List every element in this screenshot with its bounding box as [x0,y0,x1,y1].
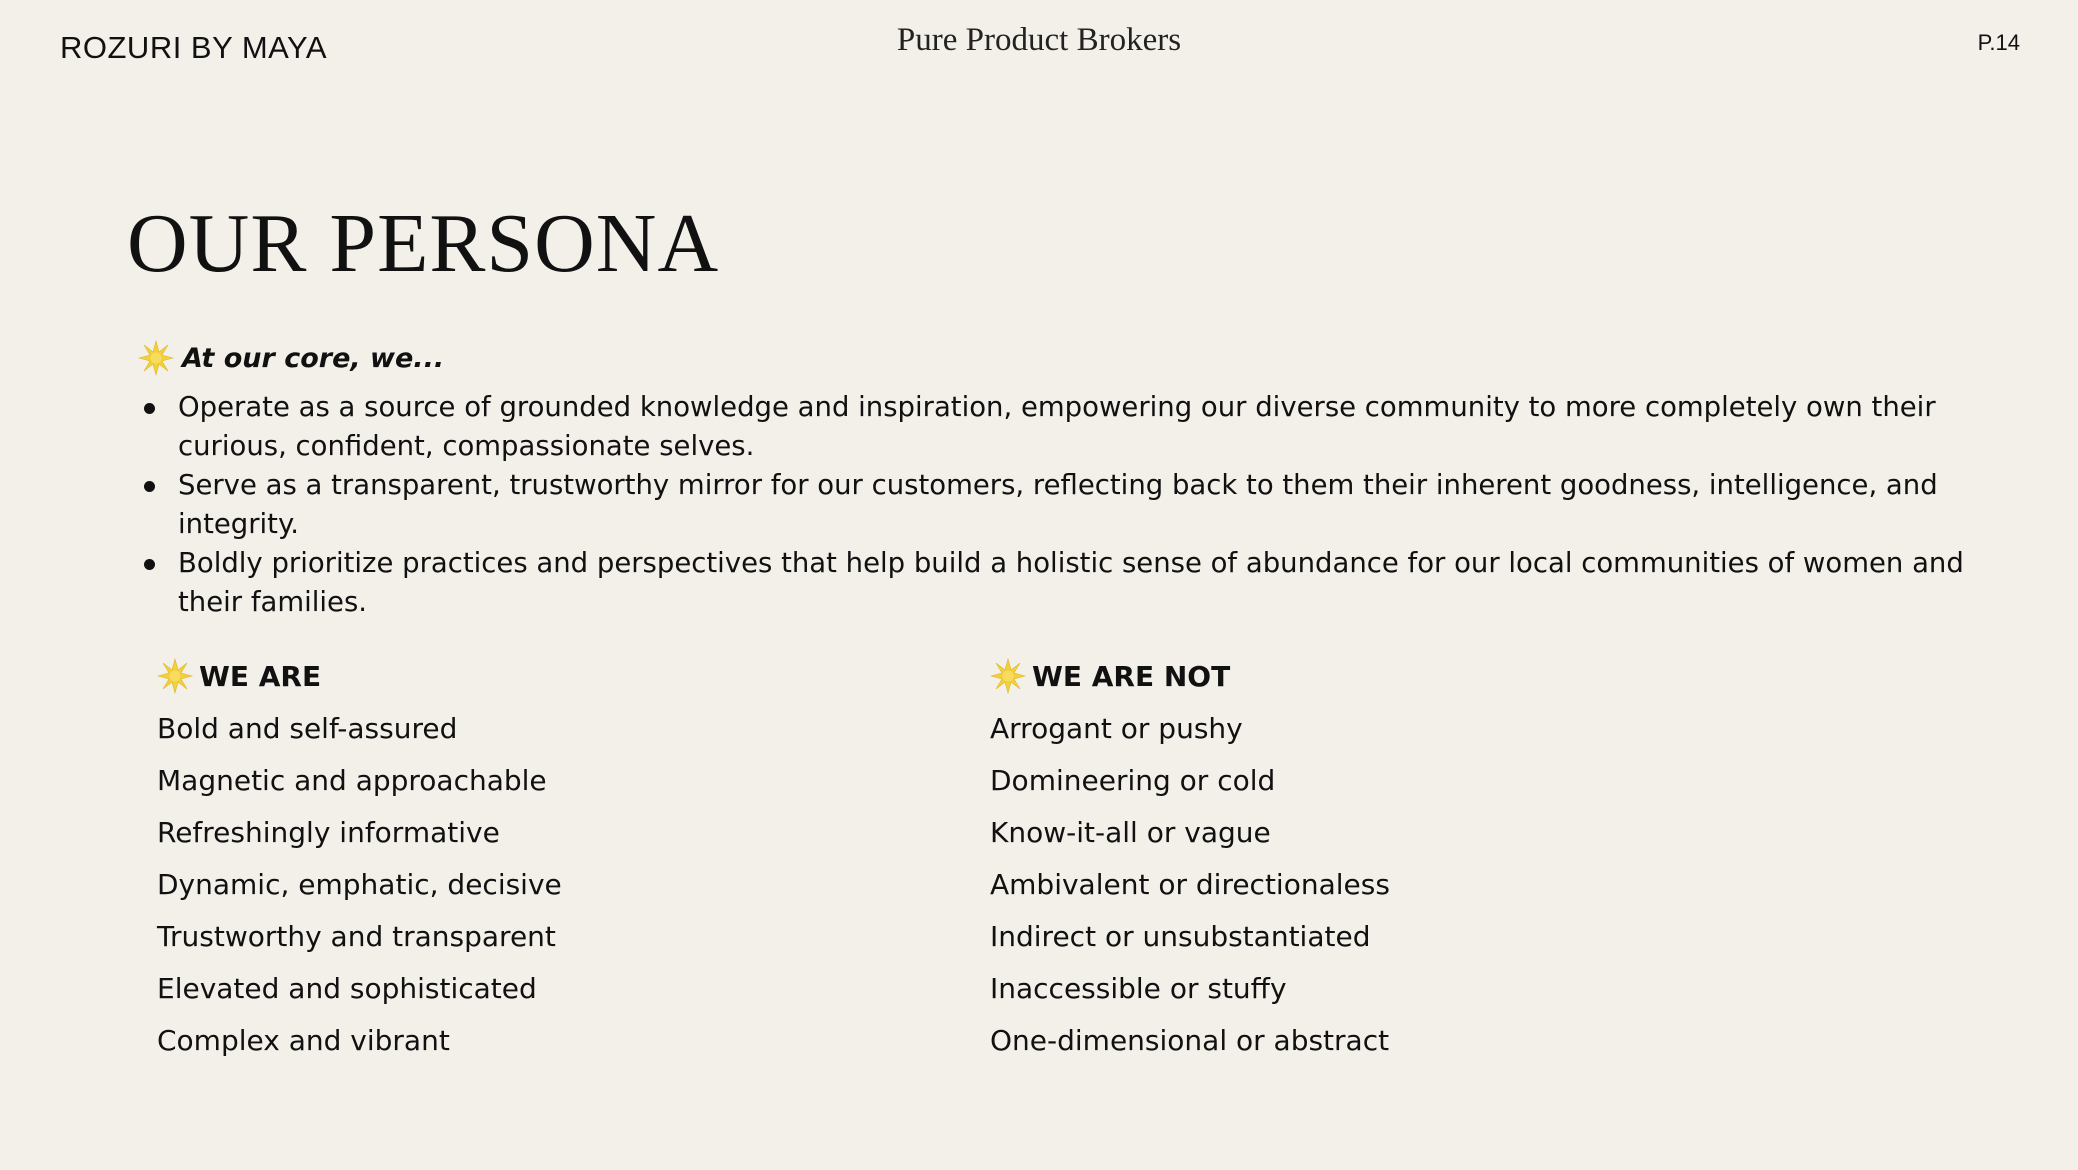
list-item: Serve as a transparent, trustworthy mirror for our customers, reflecting back to them their inherent goodness, intelligence, and integrity. [140,466,1990,544]
we-are-list [157,703,562,1067]
list-item: Operate as a source of grounded knowledge and inspiration, empowering our diverse community to more completely own their curious, confident, compassionate selves. [140,388,1990,466]
list-item: Domineering or cold [990,764,1276,797]
list-item: Complex and vibrant [157,1024,450,1057]
list-item: Trustworthy and transparent [157,920,556,953]
we-are-not-list [990,703,1390,1067]
core-values-list [140,388,1990,622]
list-item: Bold and self-assured [157,712,458,745]
we-are-heading [157,656,562,696]
list-item: Magnetic and approachable [157,764,547,797]
list-item: Dynamic, emphatic, decisive [157,868,562,901]
sparkle-star-icon [157,658,193,694]
we-are-column [157,656,562,1067]
we-are-not-heading [990,656,1390,696]
list-item: One-dimensional or abstract [990,1024,1390,1057]
we-are-not-heading-text: WE ARE NOT [1032,659,1231,693]
list-item: Know-it-all or vague [990,816,1271,849]
header-title: Pure Product Brokers [896,22,1182,58]
list-item: Boldly prioritize practices and perspectives that help build a holistic sense of abundance for our local communities of women and their families. [140,544,1990,622]
list-item: Indirect or unsubstantiated [990,920,1371,953]
list-item: Arrogant or pushy [990,712,1243,745]
core-section-label [138,340,444,376]
core-label-text: At our core, we... [182,342,445,374]
sparkle-star-icon [990,658,1026,694]
page-title: OUR PERSONA [127,197,720,290]
list-item: Refreshingly informative [157,816,500,849]
sparkle-star-icon [138,340,174,376]
we-are-not-column [990,656,1390,1067]
we-are-heading-text: WE ARE [199,659,322,693]
page-number: P.14 [1977,30,2020,55]
list-item: Elevated and sophisticated [157,972,537,1005]
brand-name: ROZURI BY MAYA [60,30,328,65]
list-item: Ambivalent or directionaless [990,868,1390,901]
list-item: Inaccessible or stuffy [990,972,1287,1005]
